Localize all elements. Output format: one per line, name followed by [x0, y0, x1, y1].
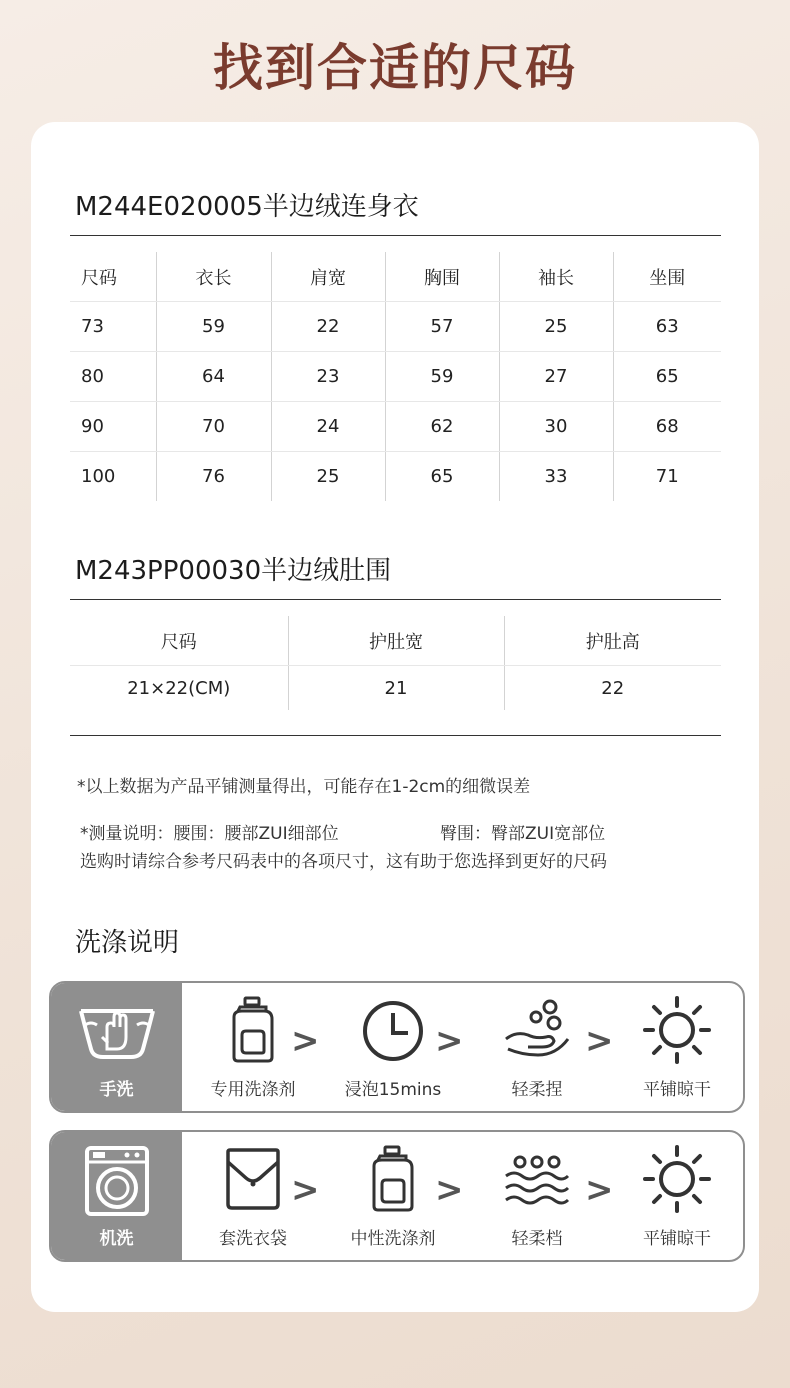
table-cell: 27	[499, 352, 613, 402]
table-cell: 73	[70, 302, 156, 352]
machine-wash-label: 机洗	[99, 1229, 134, 1249]
measurement-error-note: *以上数据为产品平铺测量得出，可能存在1-2cm的细微误差	[77, 777, 531, 797]
product2-size-table	[70, 616, 721, 710]
product1-size-table	[70, 252, 721, 501]
table-cell: 21	[288, 666, 504, 711]
header-shoulder: 肩宽	[271, 252, 385, 302]
washing-machine-icon	[77, 1146, 157, 1216]
table-cell: 21×22(CM)	[127, 677, 231, 699]
table-row	[70, 666, 721, 711]
table-cell: 76	[156, 452, 271, 502]
table-cell: 22	[504, 666, 721, 711]
table-cell: 80	[70, 352, 156, 402]
table-header-row	[70, 616, 721, 666]
step-arrow: >	[585, 1170, 614, 1210]
table-cell: 33	[499, 452, 613, 502]
table-row	[70, 302, 721, 352]
product1-top-rule	[70, 235, 721, 236]
hand-step-soak-label: 浸泡15mins	[344, 1080, 442, 1100]
machine-step-dry	[607, 1132, 745, 1260]
measure-hip-note: 臀围：臀部ZUI宽部位	[440, 824, 606, 844]
machine-wash-row	[49, 1130, 745, 1262]
table-cell: 24	[271, 402, 385, 452]
table-row	[70, 402, 721, 452]
table-cell: 30	[499, 402, 613, 452]
hand-step-dry	[607, 983, 745, 1111]
hand-wash-row	[49, 981, 745, 1113]
table-cell: 68	[613, 402, 721, 452]
gentle-cycle-icon	[502, 1144, 572, 1214]
page-title: 找到合适的尺码	[213, 39, 577, 97]
detergent-bottle-icon	[218, 995, 288, 1065]
step-arrow: >	[585, 1021, 614, 1061]
table-cell: 71	[613, 452, 721, 502]
machine-step-bag-label: 套洗衣袋	[219, 1229, 287, 1249]
table-cell: 25	[499, 302, 613, 352]
header-size: 尺码	[70, 252, 156, 302]
hand-step-detergent-label: 专用洗涤剂	[210, 1080, 296, 1100]
table-cell: 23	[271, 352, 385, 402]
table-row	[70, 452, 721, 502]
table-cell: 59	[156, 302, 271, 352]
table-cell: 65	[385, 452, 499, 502]
table-cell: 63	[613, 302, 721, 352]
step-arrow: >	[435, 1170, 464, 1210]
care-title: 洗涤说明	[75, 928, 180, 958]
measure-waist-note: *测量说明：腰围：腰部ZUI细部位	[80, 824, 339, 844]
header-length: 衣长	[156, 252, 271, 302]
product2-bottom-rule	[70, 735, 721, 736]
table-cell: 22	[271, 302, 385, 352]
table-cell: 62	[385, 402, 499, 452]
step-arrow: >	[291, 1021, 320, 1061]
hand-step-squeeze-label: 轻柔捏	[511, 1080, 563, 1100]
table-cell: 100	[81, 466, 116, 487]
machine-step-detergent-label: 中性洗涤剂	[350, 1229, 436, 1249]
table-cell: 90	[70, 402, 156, 452]
machine-step-gentle-label: 轻柔档	[511, 1229, 563, 1249]
table-cell: 64	[156, 352, 271, 402]
table-cell: 57	[385, 302, 499, 352]
header-size: 尺码	[70, 616, 288, 666]
sun-icon	[642, 995, 712, 1065]
machine-step-dry-label: 平铺晾干	[643, 1229, 711, 1249]
machine-wash-badge	[51, 1132, 182, 1260]
product2-title: M243PP00030半边绒肚围	[75, 556, 392, 586]
product2-top-rule	[70, 599, 721, 600]
step-arrow: >	[291, 1170, 320, 1210]
table-row	[70, 352, 721, 402]
table-header-row	[70, 252, 721, 302]
header-sleeve: 袖长	[499, 252, 613, 302]
header-belly-height: 护肚高	[504, 616, 721, 666]
header-chest: 胸围	[385, 252, 499, 302]
header-hip: 坐围	[613, 252, 721, 302]
table-cell: 65	[613, 352, 721, 402]
size-advice-note: 选购时请综合参考尺码表中的各项尺寸，这有助于您选择到更好的尺码	[80, 852, 607, 872]
hand-wash-icon	[77, 997, 157, 1067]
product1-title: M244E020005半边绒连身衣	[75, 192, 419, 222]
hand-step-dry-label: 平铺晾干	[643, 1080, 711, 1100]
clock-icon	[358, 995, 428, 1065]
hand-wash-badge	[51, 983, 182, 1111]
size-guide-card	[31, 122, 759, 1312]
step-arrow: >	[435, 1021, 464, 1061]
sun-icon	[642, 1144, 712, 1214]
hand-wash-label: 手洗	[99, 1080, 134, 1100]
table-cell: 70	[156, 402, 271, 452]
header-belly-width: 护肚宽	[288, 616, 504, 666]
laundry-bag-icon	[218, 1144, 288, 1214]
detergent-bottle-icon	[358, 1144, 428, 1214]
table-cell: 59	[385, 352, 499, 402]
gentle-squeeze-icon	[502, 995, 572, 1065]
table-cell: 25	[271, 452, 385, 502]
